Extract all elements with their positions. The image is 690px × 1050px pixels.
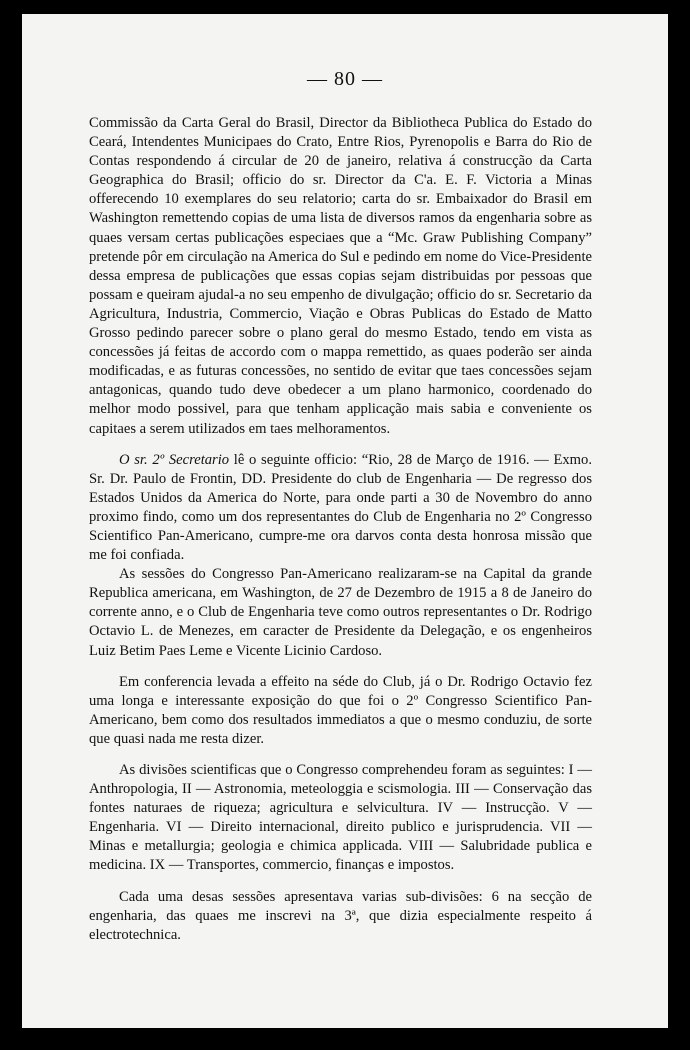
paragraph-conference: Em conferencia levada a effeito na séde do Club, já o Dr. Rodrigo Octavio fez uma longa e interessante exposição do que foi o 2º Congresso Scientifico Pan-Americano, bem como dos resultados immediatos a que o mesmo conduziu, de sorte que quasi nada me resta dizer. xyxy=(89,673,592,747)
paragraph-correspondence-list: Commissão da Carta Geral do Brasil, Director da Bibliotheca Publica do Estado do Ceará, Intendentes Municipaes do Crato, Entre Rios, Pyrenopolis e Barra do Rio de Contas respondendo á circular de 20 de janeiro, relativa á construcção da Carta Geographica do Brasil; officio do sr. Director da C'a. E. F. Victoria a Minas offerecendo 10 exemplares do seu relatorio; carta do sr. Embaixador do Brasil em Washington remettendo copias de uma lista de diversos ramos da engenharia sobre as quaes versam certas publicações especiaes que a “Mc. Graw Publishing Company” pretende pôr em circulação na America do Sul e pedindo em nome do Vice-Presidente dessa empresa de publicações que essas copias sejam distribuidas por pessoas que possam e queiram ajudal-a no seu empenho de divulgação; officio do sr. Secretario da Agricultura, Industria, Commercio, Viação e Obras Publicas do Estado de Matto Grosso pedindo parecer sobre o plano geral do mesmo Estado, tendo em vista as concessões já feitas de accordo com o mappa remettido, as quaes poderão ser ainda modificadas, e as futuras concessões, no sentido de evitar que taes concessões sejam antagonicas, quando tudo deve obedecer a um plano harmonico, coordenado do melhor modo possivel, para que tenham applicação mais sabia e conveniente os capitaes a serem utilizados em taes melhoramentos. xyxy=(89,115,592,437)
page-number: — 80 — xyxy=(307,68,383,90)
paragraph-scientific-divisions: As divisões scientificas que o Congresso comprehendeu foram as seguintes: I — Anthropologia, II — Astronomia, meteologgia e scismologia. III — Conservação das fontes naturaes de riqueza; agricultura e selvicultura. IV — Instrucção. V — Engenharia. VI — Direito internacional, direito publico e jurisprudencia. VII — Minas e metallurgia; geologia e chimica applicada. VIII — Salubridade publica e medicina. IX — Transportes, commercio, finanças e impostos. xyxy=(89,762,592,874)
paragraph-secretary-letter xyxy=(89,451,592,566)
paragraph-congress-sessions: As sessões do Congresso Pan-Americano realizaram-se na Capital da grande Republica americana, em Washington, de 27 de Dezembro de 1915 a 8 de Janeiro do corrente anno, e o Club de Engenharia teve como outros representantes o Dr. Rodrigo Octavio L. de Menezes, em caracter de Presidente da Delegação, e os engenheiros Luiz Betim Paes Leme e Vicente Licinio Cardoso. xyxy=(89,566,592,659)
scanned-page xyxy=(22,14,668,1028)
letter-opening: lê o seguinte officio: “Rio, 28 de Março de 1916. — Exmo. Sr. Dr. Paulo de Frontin, DD. Presidente do club de Engenharia — De regresso dos Estados Unidos da America do Norte, para onde parti a 30 de Novembro do anno proximo findo, como um dos representantes do Club de Engenharia no 2º Congresso Scientifico Pan-Americano, cumpre-me ora darvos conta desta honrosa missão que me foi confiada. xyxy=(89,451,592,564)
speaker-label: O sr. 2º Secretario xyxy=(119,451,230,468)
paragraph-subdivisions: Cada uma desas sessões apresentava varias sub-divisões: 6 na secção de engenharia, das quaes me inscrevi na 3ª, que dizia especialmente respeito á electrotechnica. xyxy=(89,888,592,943)
body-text xyxy=(89,114,592,945)
